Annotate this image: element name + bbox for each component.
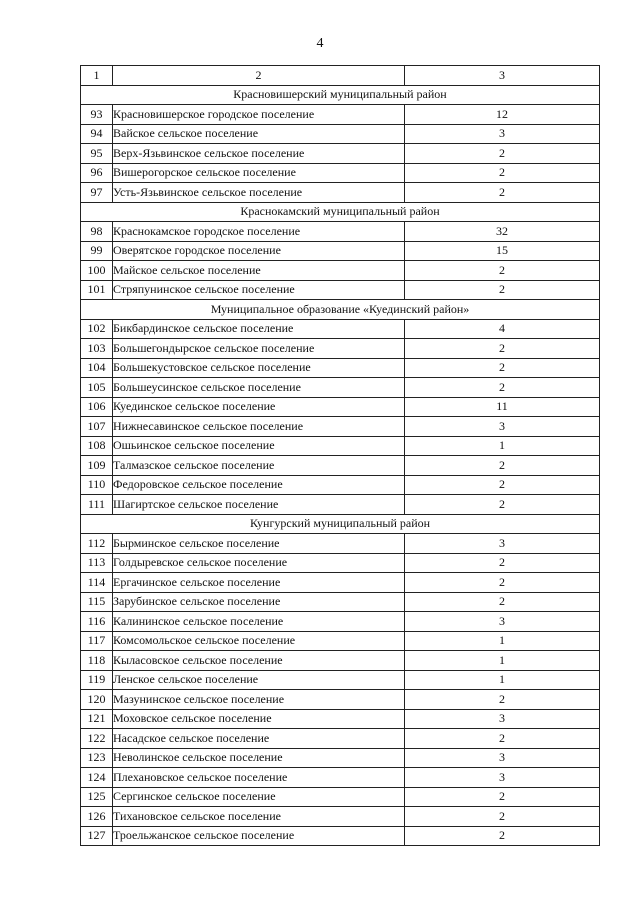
row-number: 112 <box>81 534 113 554</box>
settlement-name: Куединское сельское поселение <box>113 397 405 417</box>
row-value: 1 <box>405 631 600 651</box>
table-row <box>81 436 600 456</box>
row-value: 3 <box>405 417 600 437</box>
settlement-name: Вишерогорское сельское поселение <box>113 163 405 183</box>
row-value: 32 <box>405 222 600 242</box>
table-row <box>81 748 600 768</box>
table-row <box>81 690 600 710</box>
section-title: Краснокамский муниципальный район <box>81 202 600 222</box>
settlement-name: Ошьинское сельское поселение <box>113 436 405 456</box>
settlement-name: Комсомольское сельское поселение <box>113 631 405 651</box>
table-row <box>81 651 600 671</box>
section-header-row <box>81 514 600 534</box>
row-value: 1 <box>405 651 600 671</box>
row-value: 2 <box>405 553 600 573</box>
row-value: 2 <box>405 261 600 281</box>
table-row <box>81 144 600 164</box>
row-value: 2 <box>405 144 600 164</box>
settlement-name: Тихановское сельское поселение <box>113 807 405 827</box>
row-value: 2 <box>405 573 600 593</box>
table-row <box>81 417 600 437</box>
row-number: 111 <box>81 495 113 515</box>
row-number: 96 <box>81 163 113 183</box>
settlement-name: Мазунинское сельское поселение <box>113 690 405 710</box>
row-value: 2 <box>405 495 600 515</box>
table-row <box>81 124 600 144</box>
section-header-row <box>81 202 600 222</box>
row-number: 99 <box>81 241 113 261</box>
table-row <box>81 319 600 339</box>
table-row <box>81 261 600 281</box>
row-number: 97 <box>81 183 113 203</box>
table-header-row <box>81 66 600 86</box>
row-number: 123 <box>81 748 113 768</box>
row-number: 110 <box>81 475 113 495</box>
table-row <box>81 339 600 359</box>
settlement-name: Плехановское сельское поселение <box>113 768 405 788</box>
row-number: 101 <box>81 280 113 300</box>
row-number: 94 <box>81 124 113 144</box>
settlement-name: Красновишерское городское поселение <box>113 105 405 125</box>
row-value: 2 <box>405 183 600 203</box>
row-value: 2 <box>405 456 600 476</box>
table-row <box>81 670 600 690</box>
header-col-3: 3 <box>405 66 600 86</box>
table-row <box>81 729 600 749</box>
row-value: 2 <box>405 475 600 495</box>
page-number: 4 <box>316 36 324 51</box>
settlement-name: Талмазское сельское поселение <box>113 456 405 476</box>
row-value: 2 <box>405 163 600 183</box>
row-number: 124 <box>81 768 113 788</box>
row-number: 121 <box>81 709 113 729</box>
table-row <box>81 183 600 203</box>
row-value: 15 <box>405 241 600 261</box>
row-number: 102 <box>81 319 113 339</box>
table-row <box>81 553 600 573</box>
table-row <box>81 612 600 632</box>
settlement-name: Зарубинское сельское поселение <box>113 592 405 612</box>
table-row <box>81 807 600 827</box>
table-row <box>81 592 600 612</box>
row-value: 1 <box>405 436 600 456</box>
row-value: 2 <box>405 729 600 749</box>
row-number: 114 <box>81 573 113 593</box>
row-value: 2 <box>405 826 600 846</box>
table-row <box>81 495 600 515</box>
row-number: 98 <box>81 222 113 242</box>
row-number: 113 <box>81 553 113 573</box>
row-number: 116 <box>81 612 113 632</box>
table-row <box>81 826 600 846</box>
settlement-name: Сергинское сельское поселение <box>113 787 405 807</box>
table-row <box>81 163 600 183</box>
settlement-name: Оверятское городское поселение <box>113 241 405 261</box>
row-value: 3 <box>405 124 600 144</box>
table-row <box>81 105 600 125</box>
table-row <box>81 358 600 378</box>
settlement-name: Большеусинское сельское поселение <box>113 378 405 398</box>
row-number: 115 <box>81 592 113 612</box>
row-value: 2 <box>405 592 600 612</box>
settlement-name: Майское сельское поселение <box>113 261 405 281</box>
header-col-1: 1 <box>81 66 113 86</box>
row-value: 12 <box>405 105 600 125</box>
row-number: 117 <box>81 631 113 651</box>
section-title: Кунгурский муниципальный район <box>81 514 600 534</box>
settlement-name: Нижнесавинское сельское поселение <box>113 417 405 437</box>
row-value: 1 <box>405 670 600 690</box>
table-row <box>81 631 600 651</box>
settlement-name: Верх-Язьвинское сельское поселение <box>113 144 405 164</box>
section-header-row <box>81 300 600 320</box>
row-value: 2 <box>405 339 600 359</box>
table-row <box>81 709 600 729</box>
row-value: 3 <box>405 748 600 768</box>
table-row <box>81 573 600 593</box>
row-number: 107 <box>81 417 113 437</box>
row-value: 2 <box>405 378 600 398</box>
row-value: 2 <box>405 690 600 710</box>
table-row <box>81 378 600 398</box>
row-value: 3 <box>405 709 600 729</box>
settlement-name: Усть-Язьвинское сельское поселение <box>113 183 405 203</box>
settlement-name: Ергачинское сельское поселение <box>113 573 405 593</box>
row-value: 2 <box>405 787 600 807</box>
table-body <box>81 66 600 846</box>
row-number: 103 <box>81 339 113 359</box>
row-number: 108 <box>81 436 113 456</box>
row-number: 125 <box>81 787 113 807</box>
table-row <box>81 397 600 417</box>
row-value: 4 <box>405 319 600 339</box>
row-number: 127 <box>81 826 113 846</box>
settlement-name: Бикбардинское сельское поселение <box>113 319 405 339</box>
table-row <box>81 241 600 261</box>
row-value: 11 <box>405 397 600 417</box>
settlement-name: Большекустовское сельское поселение <box>113 358 405 378</box>
row-number: 106 <box>81 397 113 417</box>
settlement-name: Ленское сельское поселение <box>113 670 405 690</box>
row-number: 119 <box>81 670 113 690</box>
settlement-name: Кыласовское сельское поселение <box>113 651 405 671</box>
table-row <box>81 534 600 554</box>
table-row <box>81 787 600 807</box>
settlement-name: Стряпунинское сельское поселение <box>113 280 405 300</box>
settlement-name: Шагиртское сельское поселение <box>113 495 405 515</box>
section-title: Красновишерский муниципальный район <box>81 85 600 105</box>
row-number: 120 <box>81 690 113 710</box>
settlement-name: Бырминское сельское поселение <box>113 534 405 554</box>
settlement-name: Федоровское сельское поселение <box>113 475 405 495</box>
settlement-name: Троельжанское сельское поселение <box>113 826 405 846</box>
allocation-table <box>80 65 600 846</box>
table-row <box>81 456 600 476</box>
row-value: 3 <box>405 612 600 632</box>
row-number: 100 <box>81 261 113 281</box>
row-value: 3 <box>405 534 600 554</box>
table-row <box>81 768 600 788</box>
row-number: 104 <box>81 358 113 378</box>
table-row <box>81 280 600 300</box>
row-value: 2 <box>405 358 600 378</box>
row-value: 3 <box>405 768 600 788</box>
settlement-name: Голдыревское сельское поселение <box>113 553 405 573</box>
row-number: 118 <box>81 651 113 671</box>
row-number: 109 <box>81 456 113 476</box>
settlement-name: Моховское сельское поселение <box>113 709 405 729</box>
table-row <box>81 475 600 495</box>
settlement-name: Вайское сельское поселение <box>113 124 405 144</box>
table-row <box>81 222 600 242</box>
section-header-row <box>81 85 600 105</box>
settlement-name: Насадское сельское поселение <box>113 729 405 749</box>
settlement-name: Калининское сельское поселение <box>113 612 405 632</box>
row-value: 2 <box>405 807 600 827</box>
row-value: 2 <box>405 280 600 300</box>
row-number: 93 <box>81 105 113 125</box>
settlement-name: Неволинское сельское поселение <box>113 748 405 768</box>
row-number: 122 <box>81 729 113 749</box>
row-number: 95 <box>81 144 113 164</box>
settlement-name: Большегондырское сельское поселение <box>113 339 405 359</box>
header-col-2: 2 <box>113 66 405 86</box>
section-title: Муниципальное образование «Куединский район» <box>81 300 600 320</box>
row-number: 105 <box>81 378 113 398</box>
settlement-name: Краснокамское городское поселение <box>113 222 405 242</box>
row-number: 126 <box>81 807 113 827</box>
